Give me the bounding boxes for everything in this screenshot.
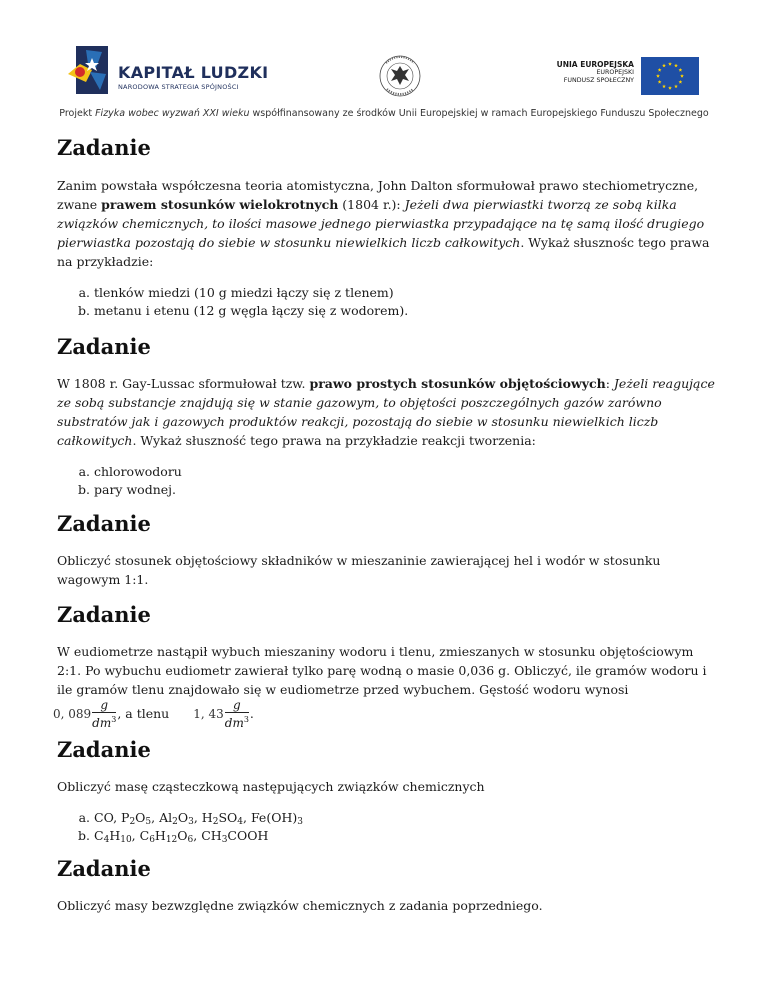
task-1-text: Zanim powstała współczesna teoria atomistyczna, John Dalton sformułował prawo stechiometryczne, zwane prawem stosunków wielokrotnych (1804 r.): Jeżeli dwa pierwiastki tworzą ze sobą kilka związków chemicznych, to ilości masowe jednego pierwiastka przypadające na tę samą ilość drugiego pierwiastka pozostają do siebie w stosunku niewielkich liczb całkowitych. Wykaż słusznośc tego prawa na przykładzie:	[57, 178, 710, 269]
list-item: a. tlenków miedzi (10 g miedzi łączy się z tlenem)	[94, 284, 717, 302]
task-heading: Zadanie	[57, 602, 151, 627]
separator-text: , a tlenu	[117, 706, 170, 721]
subscript: 2	[212, 817, 219, 827]
density-formula: 0, 089 $\frac{g}{dm^3}$ , a tlenu 1, 43 $\frac{g}{dm^3}$ .	[53, 698, 254, 730]
subscript: 2	[172, 817, 178, 827]
task-heading: Zadanie	[57, 856, 151, 881]
task-5-list	[57, 809, 717, 845]
task-1	[57, 130, 717, 320]
task-5	[57, 735, 717, 845]
unit-fraction: $\frac{g}{dm^3}$	[224, 698, 249, 730]
task-2	[57, 332, 717, 499]
kapital-ludzki-logo	[66, 44, 116, 96]
task-3	[57, 509, 717, 589]
list-item: b. metanu i etenu (12 g węgla łączy się z wodorem).	[94, 302, 717, 320]
list-item: a. chlorowodoru	[94, 463, 717, 481]
eu-line3: FUNDUSZ SPOŁECZNY	[563, 77, 634, 84]
subscript: 5	[145, 817, 152, 827]
document-body	[53, 130, 717, 915]
eu-caption	[552, 60, 634, 85]
unit-fraction: $\frac{g}{dm^3}$	[92, 698, 117, 730]
subscript: 6	[149, 835, 155, 845]
task-2-text: W 1808 r. Gay-Lussac sformułował tzw. prawo prostych stosunków objętościowych: Jeżeli reagujące ze sobą substancje znajdują się w stanie gazowym, to objętości poszczególnych gazów zarówno substratów jak i gazowych produktów reakcji, pozostają do siebie w stosunku niewielkich liczb całkowitych. Wykaż słuszność tego prawa na przykładzie reakcji tworzenia:	[57, 376, 715, 448]
hydrogen-density-value: 0, 089	[53, 707, 92, 721]
task-5-text: Obliczyć masę cząsteczkową następujących związków chemicznych	[57, 779, 485, 794]
subscript: 4	[237, 817, 243, 827]
university-of-warsaw-emblem	[378, 54, 422, 98]
eu-flag-icon	[641, 57, 699, 95]
task-3-text: Obliczyć stosunek objętościowy składników w mieszaninie zawierającej hel i wodór w stosunku wagowym 1:1.	[57, 553, 661, 587]
task-1-list	[57, 284, 717, 320]
task-4-text: W eudiometrze nastąpił wybuch mieszaniny wodoru i tlenu, zmieszanych w stosunku objętościowym 2:1. Po wybuchu eudiometr zawierał tylko parę wodną o masie 0,036 g. Obliczyć, ile gramów wodoru i ile gramów tlenu znajdowało się w eudiometrze przed wybuchem. Gęstość wodoru wynosi	[57, 644, 707, 697]
list-item: b. pary wodnej.	[94, 481, 717, 499]
task-heading: Zadanie	[57, 511, 151, 536]
task-4	[53, 600, 717, 730]
formula-list-a: a. CO, $P_2O_5$, $Al_2O_3$, $H_2SO_4$, $Fe(OH)_3$	[94, 809, 717, 827]
task-6-text: Obliczyć masy bezwzględne związków chemicznych z zadania poprzedniego.	[57, 898, 543, 913]
oxygen-density-value: 1, 43	[193, 707, 224, 721]
subscript: 6	[187, 835, 194, 845]
eu-title: UNIA EUROPEJSKA	[556, 60, 634, 69]
subscript: 3	[188, 817, 194, 827]
subscript: 3	[297, 817, 303, 827]
subscript: 4	[103, 835, 110, 845]
task-heading: Zadanie	[57, 334, 151, 359]
page-header	[0, 0, 768, 130]
task-heading: Zadanie	[57, 135, 151, 160]
project-title: Fizyka wobec wyzwań XXI wieku	[95, 108, 250, 119]
formula-list-b: b. $C_4H_{10}$, $C_6H_{12}O_6$, $CH_3COOH$	[94, 827, 717, 845]
eu-line2: EUROPEJSKI	[596, 69, 634, 76]
subscript: 2	[129, 817, 136, 827]
kapital-ludzki-subtitle: NARODOWA STRATEGIA SPÓJNOŚCI	[118, 83, 239, 91]
task-2-list	[57, 463, 717, 499]
project-funding-line: Projekt Fizyka wobec wyzwań XXI wieku współfinansowany ze środków Unii Europejskiej w ramach Europejskiego Funduszu Społecznego	[59, 108, 709, 119]
task-6	[57, 854, 717, 915]
subscript: 3	[221, 835, 228, 845]
task-heading: Zadanie	[57, 737, 151, 762]
subscript: 12	[165, 835, 178, 845]
subscript: 10	[120, 835, 132, 845]
kapital-ludzki-title: KAPITAŁ LUDZKI	[118, 63, 269, 82]
